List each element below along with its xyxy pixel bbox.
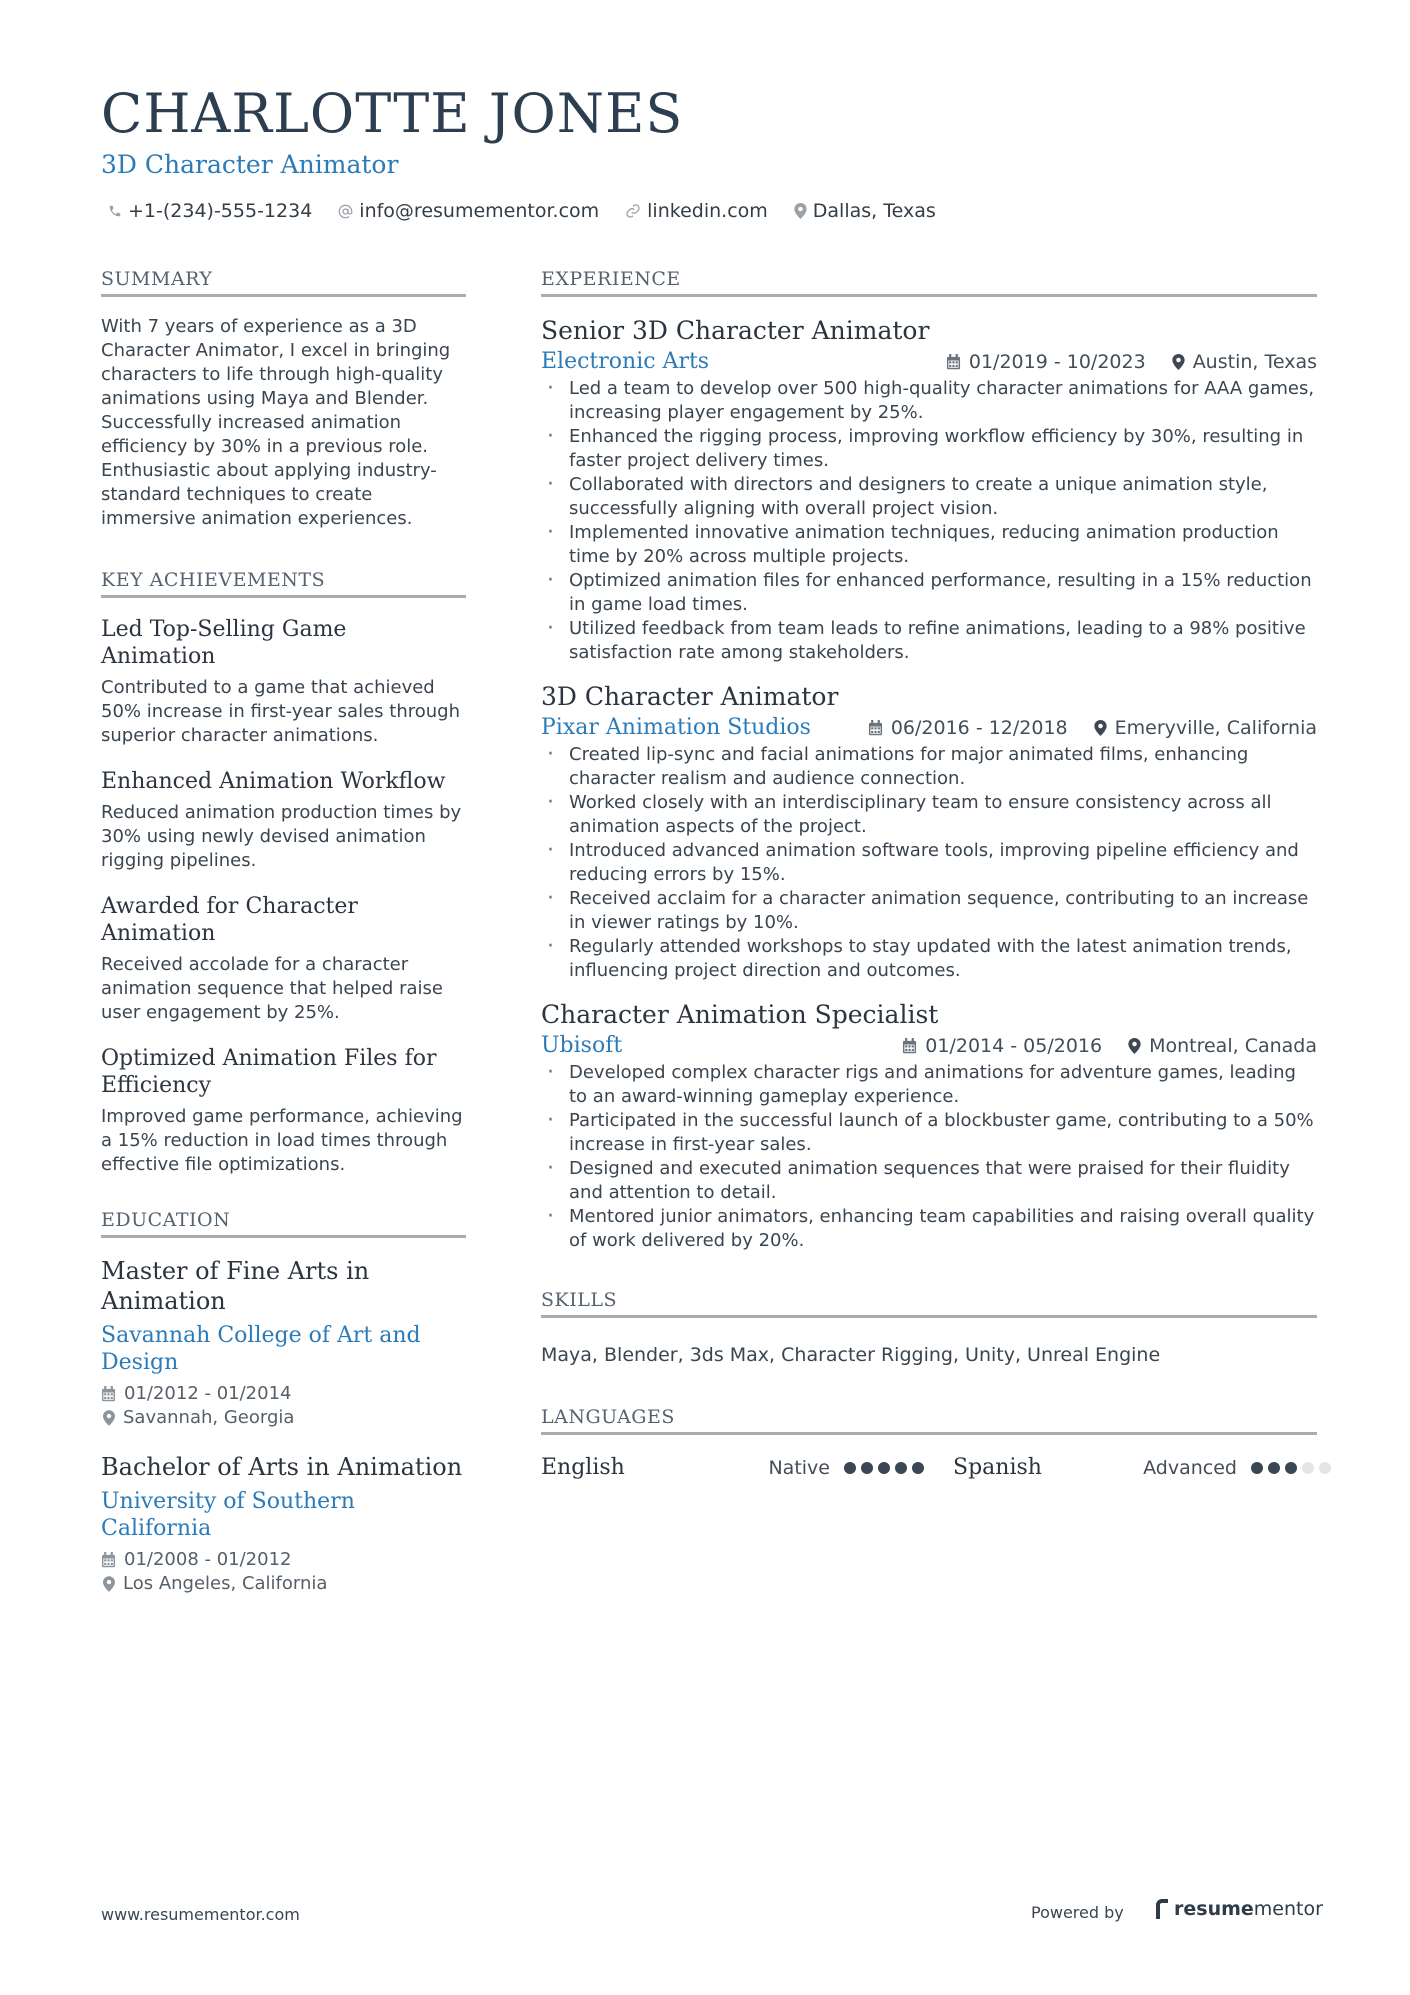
- education-location-text: Los Angeles, California: [123, 1573, 328, 1594]
- job-bullet: · Led a team to develop over 500 high-quality character animations for AAA games, increasing player engagement by 25%.: [541, 377, 1317, 425]
- job-location-text: Montreal, Canada: [1149, 1034, 1317, 1057]
- language-rating: [844, 1462, 929, 1474]
- job-location: [1128, 1035, 1317, 1057]
- achievements-section: [101, 569, 466, 1177]
- location-pin-icon: [1172, 354, 1185, 370]
- job-dates: [946, 351, 1146, 373]
- languages-heading: LANGUAGES: [541, 1406, 1317, 1435]
- summary-section: [101, 268, 466, 531]
- job-company: Pixar Animation Studios: [541, 715, 811, 740]
- job-company: Electronic Arts: [541, 349, 710, 374]
- language-name: English: [541, 1455, 625, 1480]
- location-text: Dallas, Texas: [812, 200, 936, 222]
- achievement-title: Awarded for Character Animation: [101, 894, 358, 946]
- link-icon: [625, 203, 641, 219]
- job-meta: [842, 717, 1317, 739]
- job-dates-text: 01/2019 - 10/2023: [968, 350, 1146, 373]
- location-pin-icon: [1128, 1038, 1141, 1054]
- job-dates-text: 01/2014 - 05/2016: [925, 1034, 1103, 1057]
- footer-brand-logo[interactable]: [1154, 1898, 1323, 1920]
- contact-location: [794, 200, 936, 222]
- education-heading: EDUCATION: [101, 1209, 466, 1238]
- summary-heading: SUMMARY: [101, 268, 466, 297]
- job-entry: [541, 999, 1317, 1253]
- job-dates-text: 06/2016 - 12/2018: [890, 716, 1068, 739]
- education-item: [101, 1256, 466, 1430]
- language-level: Advanced: [1143, 1456, 1237, 1479]
- education-location-text: Savannah, Georgia: [123, 1407, 295, 1428]
- calendar-icon: [101, 1552, 116, 1568]
- education-degree: Master of Fine Arts in Animation: [101, 1257, 370, 1315]
- achievement-text: Reduced animation production times by 30% using newly devised animation rigging pipelines.: [101, 802, 462, 871]
- job-bullet: · Mentored junior animators, enhancing team capabilities and raising overall quality of work delivered by 20%.: [541, 1205, 1317, 1253]
- language-item: [953, 1455, 1336, 1480]
- job-location-text: Austin, Texas: [1192, 350, 1317, 373]
- job-bullet: · Collaborated with directors and designers to create a unique animation style, successfully aligning with overall project vision.: [541, 473, 1317, 521]
- job-meta: [876, 1035, 1317, 1057]
- job-meta: [920, 351, 1317, 373]
- skills-heading: SKILLS: [541, 1289, 1317, 1318]
- contact-bar: [108, 200, 962, 222]
- rating-dot-filled: [861, 1462, 873, 1474]
- experience-section: [541, 268, 1317, 1253]
- phone-icon: [108, 204, 122, 218]
- education-section: [101, 1209, 466, 1596]
- calendar-icon: [101, 1386, 116, 1402]
- job-dates: [902, 1035, 1102, 1057]
- rating-dot-filled: [1251, 1462, 1263, 1474]
- job-bullet: · Enhanced the rigging process, improving workflow efficiency by 30%, resulting in faster project delivery times.: [541, 425, 1317, 473]
- achievements-heading: KEY ACHIEVEMENTS: [101, 569, 466, 598]
- job-title: Character Animation Specialist: [541, 1000, 939, 1029]
- achievement-item: [101, 616, 466, 748]
- contact-phone: [108, 200, 312, 222]
- summary-text: With 7 years of experience as a 3D Character Animator, I excel in bringing characters to life through high-quality animations using Maya and Blender. Successfully increased animation efficiency by 30% in a previous role. Enthusiastic about applying industry-standard techniques to create immersive animation experiences.: [101, 316, 451, 529]
- rating-dot-empty: [1302, 1462, 1314, 1474]
- job-dates: [868, 717, 1068, 739]
- job-row: [541, 715, 1317, 740]
- phone-text: +1-(234)-555-1234: [128, 200, 313, 222]
- job-title: Senior 3D Character Animator: [541, 316, 930, 345]
- at-icon: [338, 204, 353, 219]
- location-pin-icon: [103, 1576, 115, 1592]
- achievement-title: Optimized Animation Files for Efficiency: [101, 1046, 437, 1098]
- calendar-icon: [946, 354, 961, 370]
- experience-heading: EXPERIENCE: [541, 268, 1317, 297]
- calendar-icon: [902, 1038, 917, 1054]
- education-school: Savannah College of Art and Design: [101, 1323, 421, 1375]
- job-bullet: · Implemented innovative animation techniques, reducing animation production time by 20% across multiple projects.: [541, 521, 1317, 569]
- location-pin-icon: [1094, 720, 1107, 736]
- skills-text: Maya, Blender, 3ds Max, Character Rigging, Unity, Unreal Engine: [541, 1344, 1161, 1366]
- education-item: [101, 1452, 466, 1596]
- candidate-name: CHARLOTTE JONES: [101, 82, 684, 145]
- job-bullets: [541, 377, 1317, 665]
- achievement-item: [101, 768, 466, 873]
- education-dates-text: 01/2012 - 01/2014: [124, 1383, 292, 1404]
- footer-powered-by: Powered by: [1031, 1903, 1124, 1922]
- job-bullet: · Participated in the successful launch of a blockbuster game, contributing to a 50% increase in first-year sales.: [541, 1109, 1317, 1157]
- education-school: University of Southern California: [101, 1489, 355, 1541]
- job-bullet: · Created lip-sync and facial animations for major animated films, enhancing character realism and audience connection.: [541, 743, 1317, 791]
- job-bullets: [541, 743, 1317, 983]
- education-degree: Bachelor of Arts in Animation: [101, 1453, 463, 1481]
- brand-bold: resume: [1174, 1898, 1254, 1920]
- linkedin-text: linkedin.com: [647, 200, 768, 222]
- footer-website[interactable]: www.resumementor.com: [101, 1905, 300, 1924]
- rating-dot-filled: [878, 1462, 890, 1474]
- rating-dot-filled: [912, 1462, 924, 1474]
- email-text: info@resumementor.com: [359, 200, 600, 222]
- achievement-text: Improved game performance, achieving a 15% reduction in load times through effective file optimizations.: [101, 1106, 463, 1175]
- job-bullet: · Regularly attended workshops to stay updated with the latest animation trends, influencing project direction and outcomes.: [541, 935, 1317, 983]
- job-location: [1172, 351, 1317, 373]
- contact-linkedin[interactable]: [625, 200, 768, 222]
- candidate-role: 3D Character Animator: [101, 150, 399, 179]
- rating-dot-filled: [1268, 1462, 1280, 1474]
- right-column: [541, 268, 1317, 1480]
- achievement-text: Received accolade for a character animation sequence that helped raise user engagement by 25%.: [101, 954, 443, 1023]
- rating-dot-filled: [844, 1462, 856, 1474]
- job-bullet: · Optimized animation files for enhanced performance, resulting in a 15% reduction in game load times.: [541, 569, 1317, 617]
- rating-dot-filled: [1285, 1462, 1297, 1474]
- job-bullets: [541, 1061, 1317, 1253]
- job-bullet: · Utilized feedback from team leads to refine animations, leading to a 98% positive satisfaction rate among stakeholders.: [541, 617, 1317, 665]
- language-name: Spanish: [953, 1455, 1042, 1480]
- contact-email[interactable]: [338, 200, 599, 222]
- location-pin-icon: [103, 1410, 115, 1426]
- language-item: [541, 1455, 929, 1480]
- job-row: [541, 1033, 1317, 1058]
- job-entry: [541, 681, 1317, 983]
- location-pin-icon: [794, 203, 807, 219]
- achievement-item: [101, 1045, 466, 1177]
- rating-dot-filled: [895, 1462, 907, 1474]
- language-level: Native: [768, 1456, 830, 1479]
- education-dates: [101, 1382, 466, 1406]
- job-bullet: · Developed complex character rigs and animations for adventure games, leading to an award-winning gameplay experience.: [541, 1061, 1317, 1109]
- language-rating: [1251, 1462, 1336, 1474]
- achievement-item: [101, 893, 466, 1025]
- education-dates: [101, 1548, 466, 1572]
- education-location: [101, 1406, 466, 1430]
- education-dates-text: 01/2008 - 01/2012: [124, 1549, 292, 1570]
- job-company: Ubisoft: [541, 1033, 623, 1058]
- resumementor-logo-icon: [1154, 1899, 1170, 1919]
- job-title: 3D Character Animator: [541, 682, 839, 711]
- job-entry: [541, 315, 1317, 665]
- job-row: [541, 349, 1317, 374]
- brand-light: mentor: [1253, 1898, 1323, 1920]
- left-column: [101, 268, 466, 1618]
- job-bullet: · Received acclaim for a character animation sequence, contributing to an increase in viewer ratings by 10%.: [541, 887, 1317, 935]
- calendar-icon: [868, 720, 883, 736]
- languages-section: [541, 1406, 1317, 1480]
- job-bullet: · Introduced advanced animation software tools, improving pipeline efficiency and reducing errors by 15%.: [541, 839, 1317, 887]
- education-location: [101, 1572, 466, 1596]
- languages-row: [541, 1455, 1317, 1480]
- achievement-text: Contributed to a game that achieved 50% increase in first-year sales through superior character animations.: [101, 677, 460, 746]
- job-location: [1094, 717, 1317, 739]
- job-bullet: · Worked closely with an interdisciplinary team to ensure consistency across all animation aspects of the project.: [541, 791, 1317, 839]
- skills-section: [541, 1289, 1317, 1366]
- rating-dot-empty: [1319, 1462, 1331, 1474]
- achievement-title: Enhanced Animation Workflow: [101, 769, 446, 794]
- achievement-title: Led Top-Selling Game Animation: [101, 617, 347, 669]
- job-location-text: Emeryville, California: [1114, 716, 1317, 739]
- job-bullet: · Designed and executed animation sequences that were praised for their fluidity and attention to detail.: [541, 1157, 1317, 1205]
